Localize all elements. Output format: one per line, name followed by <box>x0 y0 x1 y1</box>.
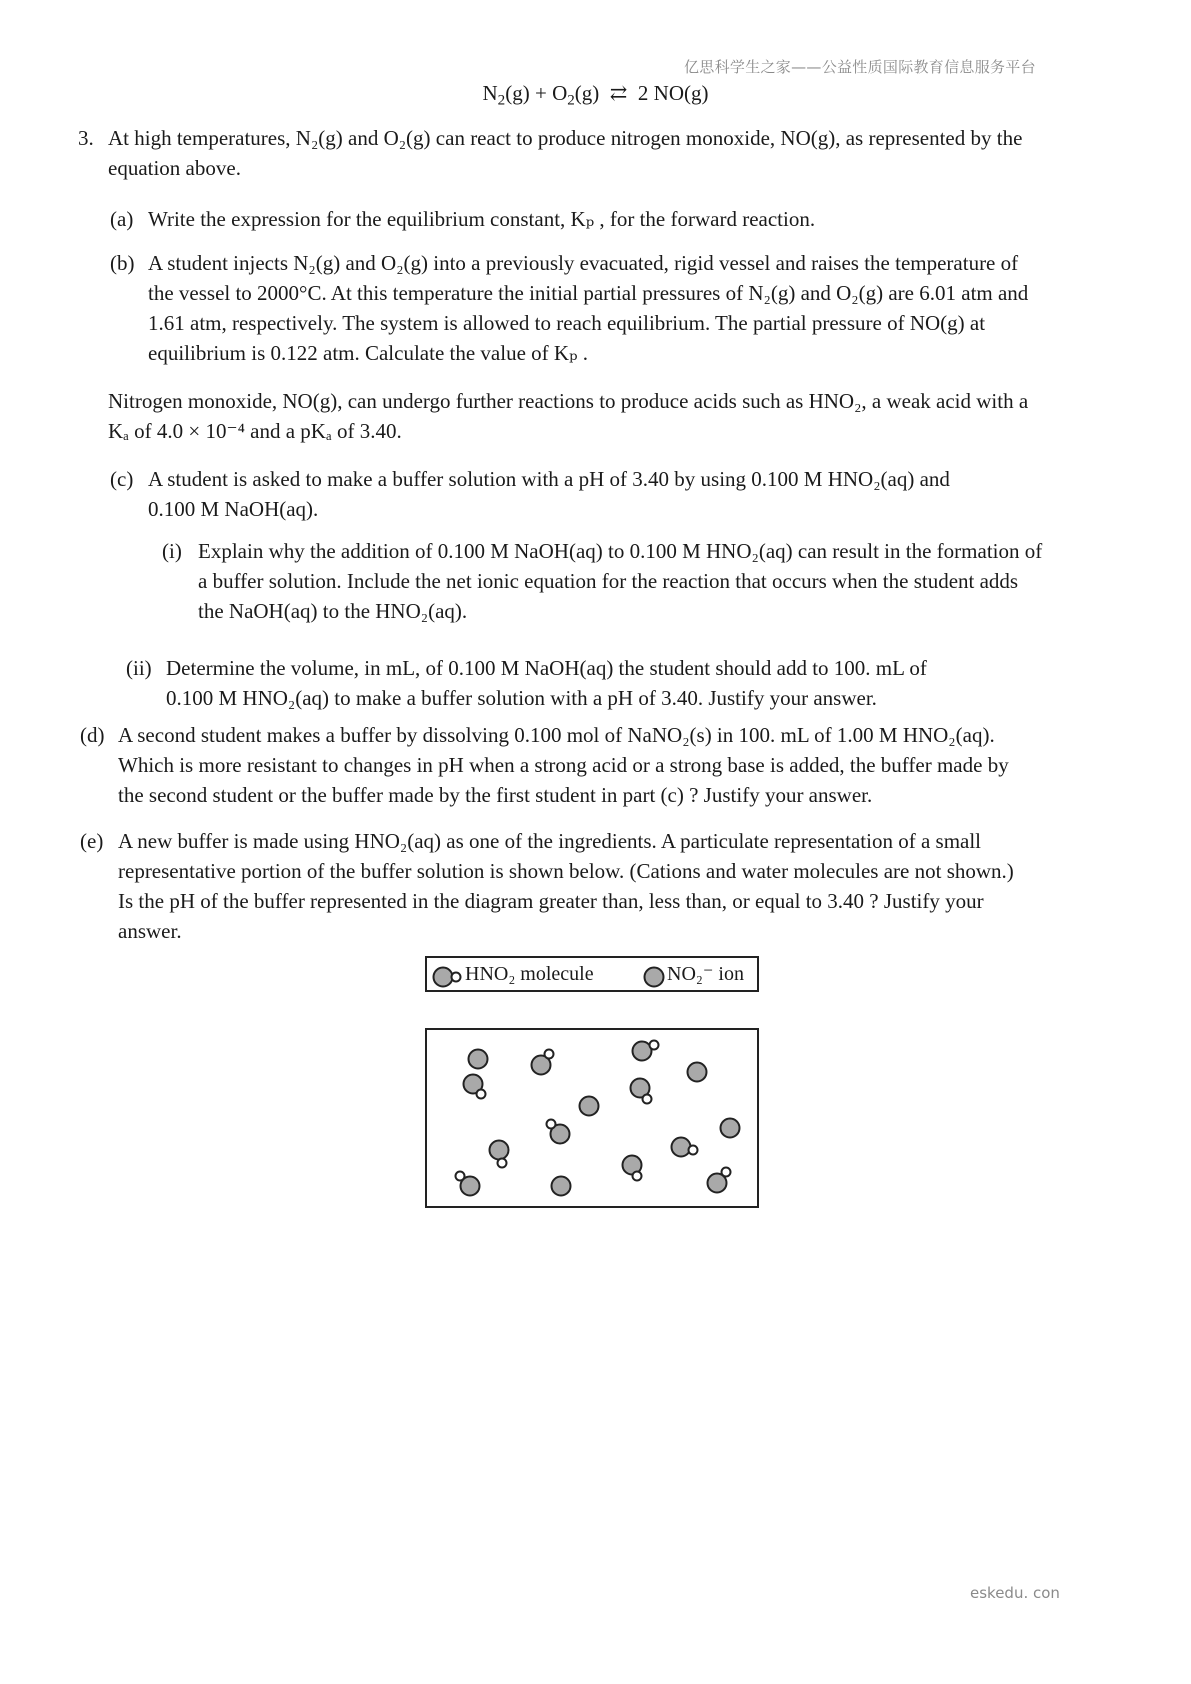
hno2-molecule <box>672 1138 698 1157</box>
no2-ion <box>469 1050 488 1069</box>
no2-ion-icon <box>642 966 666 988</box>
reaction-equation: $N_2(g) + O_2(g)$ ⇄ 2 NO(g) <box>482 81 709 109</box>
diagram-legend <box>425 956 759 992</box>
hno2-molecule <box>464 1075 486 1099</box>
particulate-diagram <box>425 1028 759 1208</box>
hno2-molecule <box>631 1079 652 1104</box>
hno2-molecule <box>633 1041 659 1061</box>
particle-field <box>427 1030 757 1206</box>
equilibrium-arrow-icon: ⇄ <box>609 81 628 105</box>
hno2-molecule <box>547 1120 570 1144</box>
legend-no2-label: NO₂⁻ ion <box>667 963 744 985</box>
no2-ion <box>552 1177 571 1196</box>
no2-ion <box>721 1119 740 1138</box>
no2-ion <box>688 1063 707 1082</box>
legend-hno2-label: HNO₂ molecule <box>465 963 594 985</box>
watermark-text: 亿思科学生之家——公益性质国际教育信息服务平台 <box>684 58 1036 76</box>
hno2-molecule <box>708 1168 731 1193</box>
no2-ion <box>580 1097 599 1116</box>
hno2-molecule <box>623 1156 642 1181</box>
hno2-molecule-icon <box>432 966 468 988</box>
hno2-molecule <box>532 1050 554 1075</box>
hno2-molecule <box>490 1141 509 1168</box>
footer-text: eskedu. con <box>970 1584 1060 1602</box>
question-number: 3. <box>78 126 94 150</box>
hno2-molecule <box>456 1172 480 1196</box>
